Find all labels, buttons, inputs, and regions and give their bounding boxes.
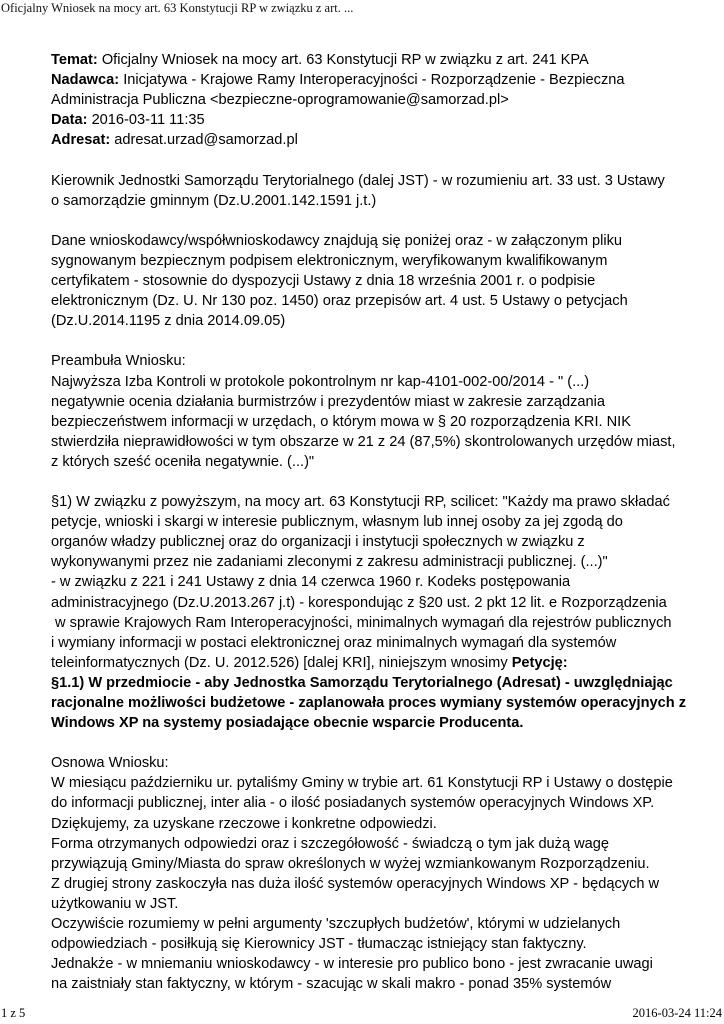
paragraph-preamble: Preambuła Wniosku: Najwyższa Izba Kontroli w protokole pokontrolnym nr kap-4101-002-00/2014 - " (...) negatywnie ocenia działania burmistrzów i prezydentów miast w zakresie zarządzania bezpieczeństwem informacji w urzędach, o którym mowa w § 20 rozporządzenia KRI. NIK stwierdziła nieprawidłowości w tym obszarze w 21 z 24 (87,5%) skontrolowanych urzędów miast, z których sześć oceniła negatywnie. (...)" (51, 353, 676, 470)
meta-sender-cont: Administracja Publiczna <bezpieczne-oprogramowanie@samorzad.pl> (51, 92, 509, 109)
meta-subject: Temat: Oficjalny Wniosek na mocy art. 63 Konstytucji RP w związku z art. 241 KPA (51, 52, 589, 68)
email-document (51, 50, 691, 994)
petition-request-bold: §1.1) W przedmiocie - aby Jednostka Samorządu Terytorialnego (Adresat) - uwzględniając (51, 674, 673, 691)
paragraph-basis: Osnowa Wniosku: W miesiącu październiku ur. pytaliśmy Gminy w trybie art. 61 Konstytucji RP i Ustawy o dostępie do informacji publicznej, inter alia - o ilość posiadanych systemów operacyjnych Windows XP. Dziękujemy, za uzyskane rzeczowe i konkretne odpowiedzi. Forma otrzymanych odpowiedzi oraz i szczegółowość - świadczą o tym jak dużą wagę przywiązują Gminy/Miasta do spraw określonych w wyżej wzmiankowanym Rozporządzeniu. Z drugiej strony zaskoczyła nas duża ilość systemów operacyjnych Windows XP - będących w użytkowaniu w JST. Oczywiście rozumiemy w pełni argumenty 'szczupłych budżetów', którymi w udzielanych odpowiedziach - posiłkują się Kierownicy JST - tłumacząc istniejący stan faktyczny. Jednakże - w mniemaniu wnioskodawcy - w interesie pro publico bono - jest zwracanie uwagi na zaistniały stan faktyczny, w którym - szacując w skali makro - ponad 35% systemów (51, 755, 673, 993)
paragraph-applicant-data: Dane wnioskodawcy/współwnioskodawcy znajdują się poniżej oraz - w załączonym pliku sygnowanym bezpiecznym podpisem elektronicznym, weryfikowanym kwalifikowanym certyfikatem - stosownie do dyspozycji Ustawy z dnia 18 września 2001 r. o podpisie elektronicznym (Dz. U. Nr 130 poz. 1450) oraz przepisów art. 4 ust. 5 Ustawy o petycjach (Dz.U.2014.1195 z dnia 2014.09.05) (51, 232, 628, 330)
page-header-title: Oficjalny Wniosek na mocy art. 63 Konstytucji RP w związku z art. ... (1, 1, 354, 15)
meta-recipient: Adresat: adresat.urzad@samorzad.pl (51, 132, 298, 149)
page-number: 1 z 5 (1, 1006, 26, 1020)
meta-date: Data: 2016-03-11 11:35 (51, 112, 205, 129)
meta-sender: Nadawca: Inicjatywa - Krajowe Ramy Interoperacyjności - Rozporządzenie - Bezpieczna (51, 72, 625, 89)
paragraph-petition: §1) W związku z powyższym, na mocy art. 63 Konstytucji RP, scilicet: "Każdy ma prawo składać petycje, wnioski i skargi w interesie publicznym, własnym lub innej osoby za jej zgodą do organów władzy publicznej oraz do organizacji i instytucji społecznych w związku z wykonywanymi przez nie zadaniami zleconymi z zakresu administracji publicznej. (...)" - w związku z 221 i 241 Ustawy z dnia 14 czerwca 1960 r. Kodeks postępowania administracyjnego (Dz.U.2013.267 j.t) - korespondując z §20 ust. 2 pkt 12 lit. e Rozporządzenia w sprawie Krajowych Ram Interoperacyjności, minimalnych wymagań dla rejestrów publicznych i wymiany informacji w postaci elektronicznej oraz minimalnych wymagań dla systemów teleinformatycznych (Dz. U. 2012.526) [dalej KRI], niniejszym wnosimy Petycję: §1.1) W przedmiocie - aby Jednostka Samorządu Terytorialnego (Adresat) - uwzględniając racjonalne możliwości budżetowe - zaplanowała proces wymiany systemów operacyjnych z Windows XP na systemy posiadające obecnie wsparcie Producenta. (51, 492, 691, 733)
paragraph-addressee: Kierownik Jednostki Samorządu Terytorialnego (dalej JST) - w rozumieniu art. 33 ust. 3 Ustawy o samorządzie gminnym (Dz.U.2001.142.1591 j.t.) (51, 172, 665, 209)
print-timestamp: 2016-03-24 11:24 (632, 1006, 722, 1020)
